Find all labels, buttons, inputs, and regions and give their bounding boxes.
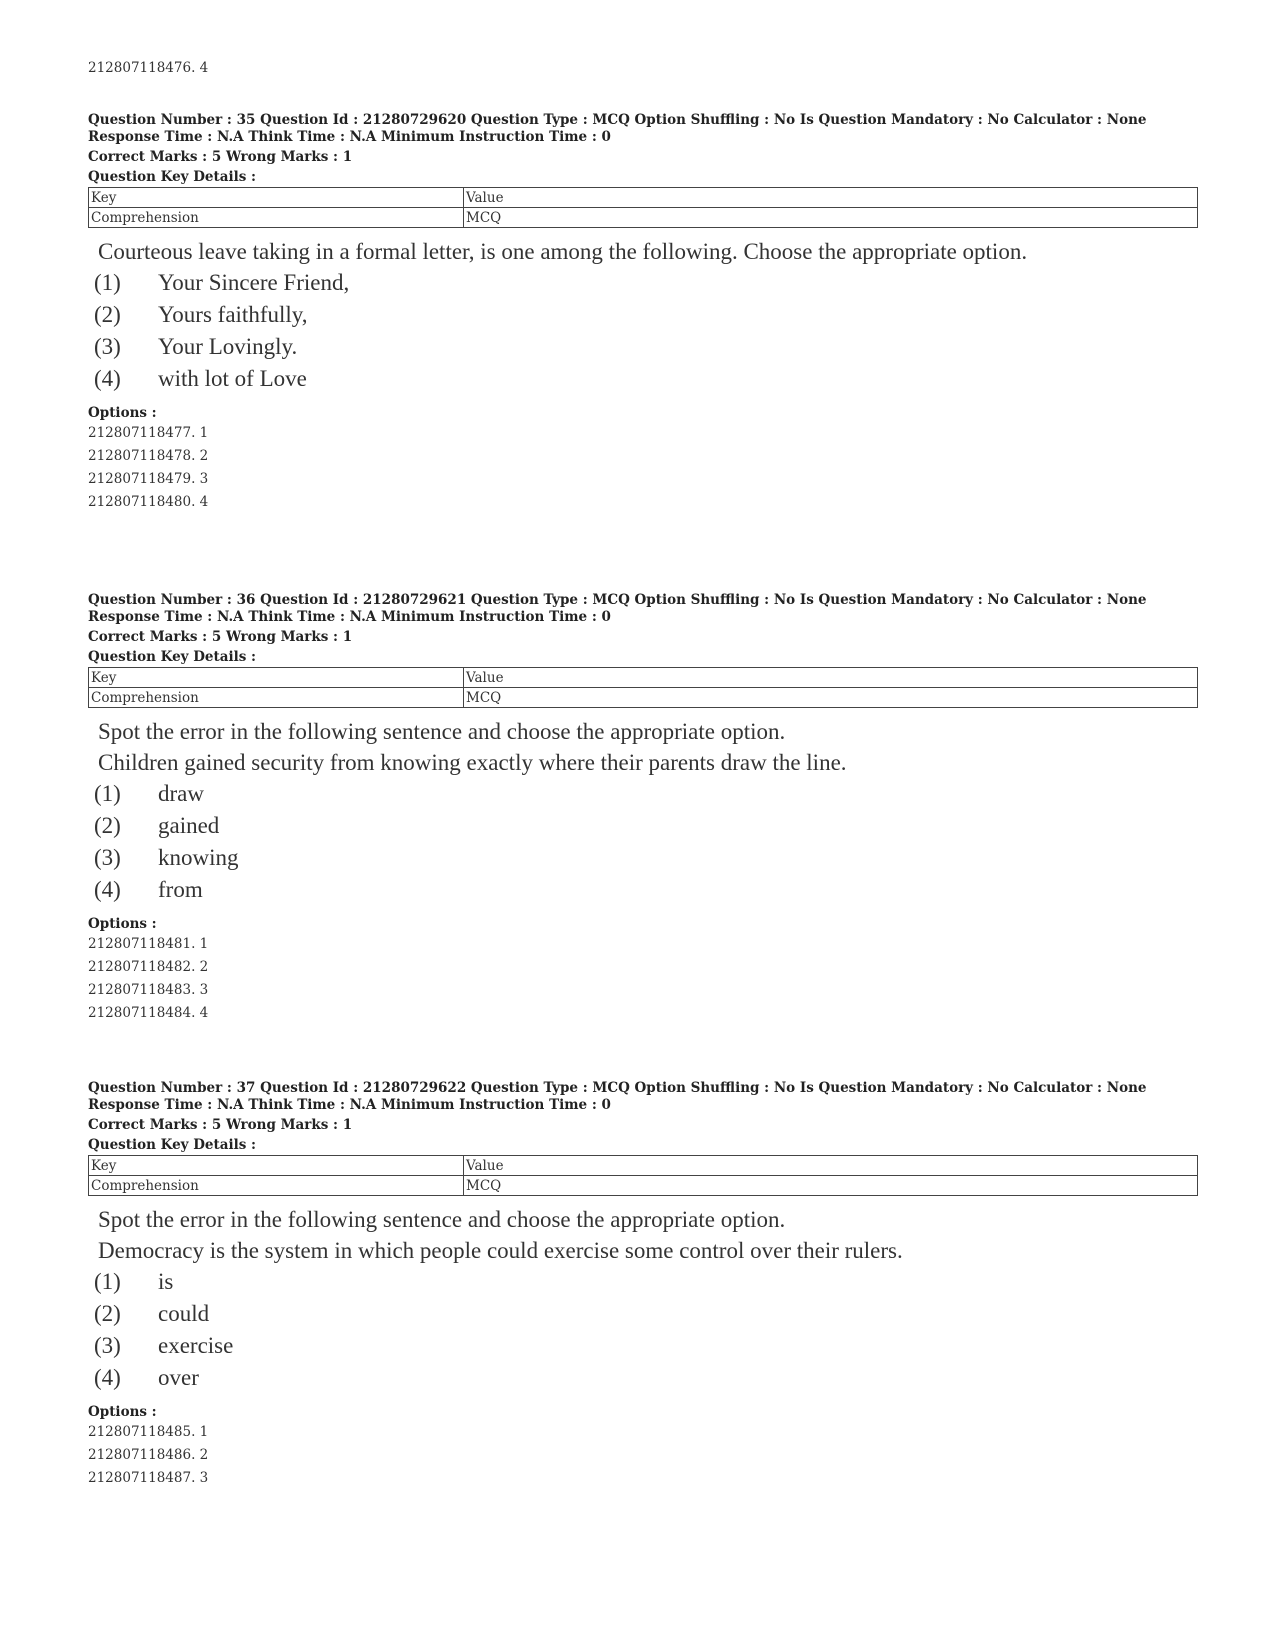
table-row [89,688,1198,708]
choice-text: could [158,1301,210,1326]
options-label: Options : [88,405,157,421]
choice-text: is [158,1269,174,1294]
table-row [89,1176,1198,1196]
stem-line: Democracy is the system in which people could exercise some control over their rulers. [98,1238,903,1263]
choice-number: (2) [94,1301,121,1326]
choice-item [94,363,1198,395]
choice-item [94,842,1198,874]
marks-line: Correct Marks : 5 Wrong Marks : 1 [88,1117,353,1133]
choice-number: (1) [94,781,121,806]
answer-choices [94,778,1198,906]
choice-item [94,331,1198,363]
table-row [89,1156,1198,1176]
choice-text: Your Sincere Friend, [158,270,350,295]
option-id: 212807118483. 3 [88,982,209,998]
question-meta-line: Question Number : 35 Question Id : 21280729620 Question Type : MCQ Option Shuffling : No Is Question Mandatory : No Calculator : None [88,112,1147,128]
choice-item [94,1330,1198,1362]
choice-number: (4) [94,366,121,391]
option-id: 212807118487. 3 [88,1470,209,1486]
choice-item [94,1266,1198,1298]
question-stem [98,716,1198,778]
question-timing-line: Response Time : N.A Think Time : N.A Minimum Instruction Time : 0 [88,1097,611,1113]
option-id: 212807118485. 1 [88,1424,209,1440]
table-cell-key: Comprehension [89,208,464,228]
key-details-table [88,187,1198,228]
choice-text: Yours faithfully, [158,302,308,327]
choice-item [94,810,1198,842]
option-id: 212807118486. 2 [88,1447,209,1463]
table-cell-key: Comprehension [89,688,464,708]
option-id: 212807118481. 1 [88,936,209,952]
choice-text: exercise [158,1333,234,1358]
question-meta-line: Question Number : 36 Question Id : 21280729621 Question Type : MCQ Option Shuffling : No Is Question Mandatory : No Calculator : None [88,592,1147,608]
choice-text: with lot of Love [158,366,307,391]
choice-number: (2) [94,813,121,838]
choice-item [94,1362,1198,1394]
question-stem [98,1204,1198,1266]
choice-text: from [158,877,203,902]
option-id: 212807118482. 2 [88,959,209,975]
stem-line: Children gained security from knowing exactly where their parents draw the line. [98,750,847,775]
choice-item [94,778,1198,810]
choice-item [94,299,1198,331]
table-cell-value: MCQ [464,1176,1198,1196]
choice-text: over [158,1365,199,1390]
stem-line: Courteous leave taking in a formal letter, is one among the following. Choose the appropriate option. [98,239,1028,264]
choice-number: (1) [94,1269,121,1294]
answer-choices [94,1266,1198,1394]
table-header-value: Value [464,668,1198,688]
table-row [89,188,1198,208]
choice-item [94,1298,1198,1330]
options-label: Options : [88,916,157,932]
key-details-label: Question Key Details : [88,169,257,185]
option-id: 212807118477. 1 [88,425,209,441]
key-details-table [88,1155,1198,1196]
choice-text: Your Lovingly. [158,334,298,359]
choice-text: draw [158,781,204,806]
table-header-key: Key [89,188,464,208]
choice-item [94,267,1198,299]
question-meta-line: Question Number : 37 Question Id : 21280729622 Question Type : MCQ Option Shuffling : No Is Question Mandatory : No Calculator : None [88,1080,1147,1096]
option-id-list [88,1421,1198,1490]
choice-number: (1) [94,270,121,295]
choice-text: gained [158,813,220,838]
choice-number: (3) [94,334,121,359]
choice-number: (3) [94,845,121,870]
key-details-label: Question Key Details : [88,649,257,665]
table-header-value: Value [464,1156,1198,1176]
answer-choices [94,267,1198,395]
marks-line: Correct Marks : 5 Wrong Marks : 1 [88,149,353,165]
choice-number: (2) [94,302,121,327]
table-row [89,208,1198,228]
question-stem [98,236,1198,267]
option-id: 212807118479. 3 [88,471,209,487]
question-timing-line: Response Time : N.A Think Time : N.A Minimum Instruction Time : 0 [88,609,611,625]
table-cell-value: MCQ [464,688,1198,708]
choice-number: (4) [94,1365,121,1390]
marks-line: Correct Marks : 5 Wrong Marks : 1 [88,629,353,645]
options-label: Options : [88,1404,157,1420]
key-details-table [88,667,1198,708]
table-cell-key: Comprehension [89,1176,464,1196]
option-id: 212807118478. 2 [88,448,209,464]
option-id-list [88,933,1198,1025]
question-timing-line: Response Time : N.A Think Time : N.A Minimum Instruction Time : 0 [88,129,611,145]
table-header-value: Value [464,188,1198,208]
key-details-label: Question Key Details : [88,1137,257,1153]
previous-option-id: 212807118476. 4 [88,60,209,76]
choice-number: (4) [94,877,121,902]
option-id-list [88,422,1198,514]
question-block-36 [88,592,1198,1025]
table-header-key: Key [89,1156,464,1176]
table-header-key: Key [89,668,464,688]
question-block-37 [88,1080,1198,1490]
option-id: 212807118484. 4 [88,1005,209,1021]
table-cell-value: MCQ [464,208,1198,228]
question-block-35 [88,112,1198,514]
choice-number: (3) [94,1333,121,1358]
stem-line: Spot the error in the following sentence and choose the appropriate option. [98,719,786,744]
option-id: 212807118480. 4 [88,494,209,510]
table-row [89,668,1198,688]
choice-item [94,874,1198,906]
choice-text: knowing [158,845,239,870]
stem-line: Spot the error in the following sentence and choose the appropriate option. [98,1207,786,1232]
